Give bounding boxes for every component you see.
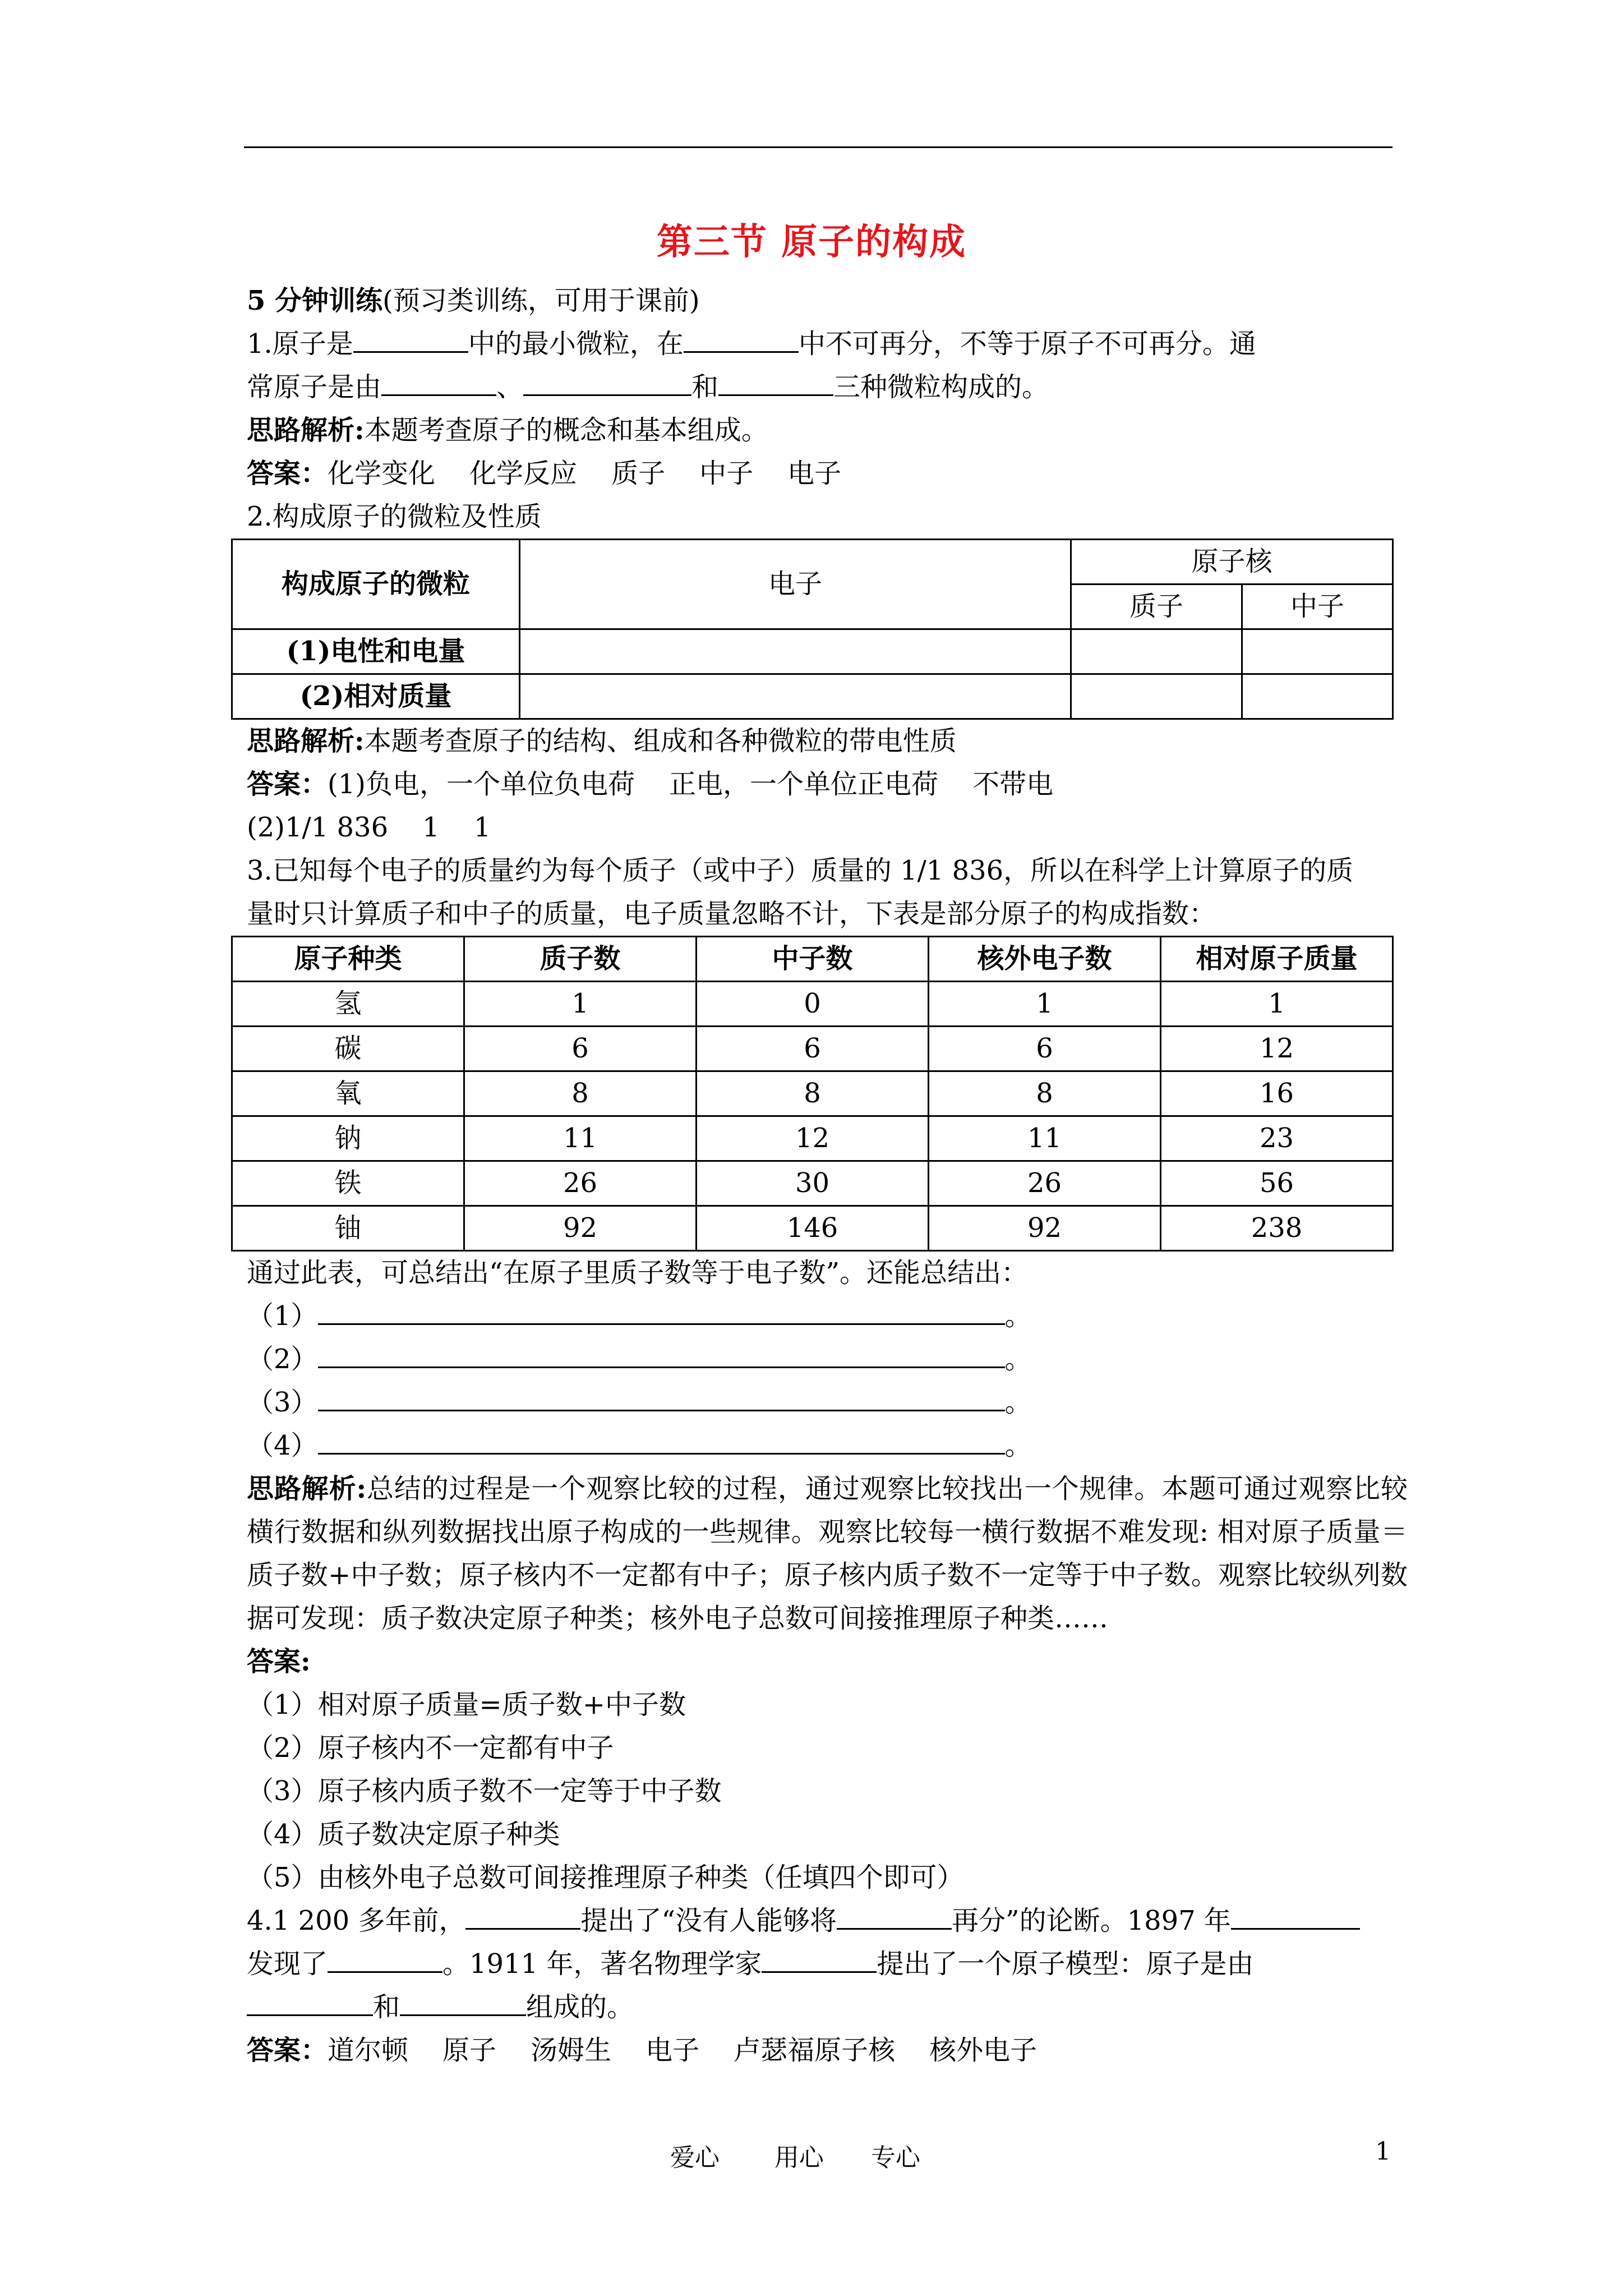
analysis-text: 本题考查原子的结构、组成和各种微粒的带电性质 (364, 725, 957, 757)
q1-text: 1.原子是 (247, 328, 353, 360)
q1-line1 (247, 323, 1408, 366)
answer-label: 答案： (247, 458, 328, 489)
answer-item: （3）原子核内质子数不一定等于中子数 (247, 1775, 722, 1807)
blank-number: （2） (247, 1343, 318, 1375)
table-cell: 8 (697, 1071, 929, 1116)
table-header: 中子 (1242, 585, 1393, 629)
atom-composition-table (231, 936, 1394, 1251)
analysis-label: 思路解析: (247, 1473, 367, 1504)
table-cell: 1 (1161, 982, 1393, 1027)
summary-blank-line (247, 1295, 1408, 1338)
table-cell: 26 (929, 1161, 1161, 1206)
particle-table (231, 539, 1394, 720)
q1-answer (247, 452, 1408, 495)
answer-item: （1）相对原子质量=质子数+中子数 (247, 1689, 686, 1720)
q4-text: 。1911 年，著名物理学家 (442, 1948, 762, 1980)
q4-text: 再分”的论断。1897 年 (952, 1905, 1231, 1936)
footer-motto: 爱心 用心 专心 (670, 2143, 920, 2172)
q4-text: 发现了 (247, 1948, 328, 1980)
table-header: 电子 (520, 540, 1071, 629)
q4-text: 提出了一个原子模型：原子是由 (877, 1948, 1254, 1980)
q3-question: 量时只计算质子和中子的质量，电子质量忽略不计，下表是部分原子的构成指数： (247, 898, 1216, 930)
fill-blank[interactable] (318, 1426, 1005, 1455)
answer-label: 答案： (247, 2035, 328, 2066)
q4-line1 (247, 1899, 1408, 1943)
answer-text: 化学变化 化学反应 质子 中子 电子 (328, 458, 842, 489)
q3-question: 3.已知每个电子的质量约为每个质子（或中子）质量的 1/1 836，所以在科学上计算原子的质 (247, 855, 1354, 886)
table-row (232, 982, 1393, 1027)
table-cell: 氧 (232, 1071, 464, 1116)
q4-answer (247, 2029, 1408, 2072)
table-cell: 23 (1161, 1116, 1393, 1161)
table-cell: 92 (464, 1206, 697, 1251)
table-row (232, 1027, 1393, 1071)
q2-question: 2.构成原子的微粒及性质 (247, 501, 542, 532)
answer-item: （4）质子数决定原子种类 (247, 1819, 560, 1850)
table-cell: 8 (464, 1071, 697, 1116)
q4-text: 和 (373, 1991, 400, 2023)
table-cell[interactable] (520, 629, 1071, 674)
fill-blank[interactable] (1231, 1901, 1360, 1930)
blank-end: 。 (1004, 1343, 1032, 1375)
q3-analysis (247, 1467, 1408, 1640)
table-cell: 0 (697, 982, 929, 1027)
section-label: 5 分钟训练 (247, 285, 383, 316)
blank-number: （4） (247, 1430, 318, 1461)
analysis-label: 思路解析: (247, 415, 365, 446)
fill-blank[interactable] (318, 1383, 1005, 1411)
table-cell: 238 (1161, 1206, 1393, 1251)
blank-end: 。 (1004, 1430, 1032, 1461)
section-heading (247, 279, 1408, 323)
q2-answer-2: (2)1/1 836 1 1 (247, 812, 491, 843)
summary-blank-line (247, 1424, 1408, 1467)
table-cell: 92 (929, 1206, 1161, 1251)
q3-answer-label: 答案: (247, 1646, 311, 1677)
answer-label: 答案： (247, 769, 328, 800)
table-cell: 146 (697, 1206, 929, 1251)
blank-number: （1） (247, 1300, 318, 1332)
table-cell[interactable] (1071, 674, 1242, 719)
section-note: (预习类训练，可用于课前) (382, 285, 700, 316)
fill-blank[interactable] (837, 1901, 952, 1930)
table-row (232, 1116, 1393, 1161)
table-cell: 56 (1161, 1161, 1393, 1206)
fill-blank[interactable] (353, 324, 468, 353)
q4-text: 组成的。 (526, 1991, 634, 2023)
table-header: 核外电子数 (929, 937, 1161, 982)
fill-blank[interactable] (247, 1987, 373, 2016)
table-header: 相对原子质量 (1161, 937, 1393, 982)
answer-item: （2）原子核内不一定都有中子 (247, 1732, 614, 1764)
fill-blank[interactable] (523, 367, 691, 396)
table-cell: 6 (464, 1027, 697, 1071)
table-header: 质子 (1071, 585, 1242, 629)
fill-blank[interactable] (328, 1944, 442, 1973)
table-header: 原子核 (1071, 540, 1393, 585)
table-cell[interactable] (1242, 629, 1393, 674)
table-cell: 30 (697, 1161, 929, 1206)
fill-blank[interactable] (400, 1987, 526, 2016)
page-title: 第三节 原子的构成 (656, 221, 967, 263)
summary-blank-line (247, 1381, 1408, 1424)
table-row (232, 1161, 1393, 1206)
q1-text: 中的最小微粒，在 (468, 328, 684, 360)
table-cell: 26 (464, 1161, 697, 1206)
answer-text: 道尔顿 原子 汤姆生 电子 卢瑟福原子核 核外电子 (328, 2035, 1038, 2066)
table-header: 中子数 (697, 937, 929, 982)
blank-end: 。 (1004, 1387, 1032, 1418)
table-cell[interactable] (1242, 674, 1393, 719)
table-cell: 6 (929, 1027, 1161, 1071)
header-rule (244, 146, 1393, 148)
fill-blank[interactable] (465, 1901, 580, 1930)
q4-line3 (247, 1986, 1408, 2029)
analysis-text: 总结的过程是一个观察比较的过程，通过观察比较找出一个规律。本题可通过观察比较横行数据和纵列数据找出原子构成的一些规律。观察比较每一横行数据不难发现: 相对原子质量＝质子数+中子数；原子核内不一定都有中子；原子核内质子数不一定等于中子数。观察比较纵列数据可发现：质子数决定原子种类；核外电子总数可间接推理原子种类…… (247, 1473, 1408, 1634)
table-cell: 16 (1161, 1071, 1393, 1116)
table-row-label: (2)相对质量 (232, 674, 520, 719)
table-cell: 1 (464, 982, 697, 1027)
blank-number: （3） (247, 1387, 318, 1418)
analysis-label: 思路解析: (247, 725, 365, 757)
fill-blank[interactable] (684, 324, 799, 353)
q1-text: 中不可再分，不等于原子不可再分。通 (798, 328, 1256, 360)
table-cell: 11 (929, 1116, 1161, 1161)
fill-blank[interactable] (718, 367, 833, 396)
table-header: 质子数 (464, 937, 697, 982)
q2-answer (247, 763, 1408, 806)
q4-text: 4.1 200 多年前， (247, 1905, 466, 1936)
summary-blank-line (247, 1338, 1408, 1381)
fill-blank[interactable] (318, 1340, 1005, 1368)
q4-line2 (247, 1943, 1408, 1986)
analysis-text: 本题考查原子的概念和基本组成。 (364, 415, 768, 446)
table-cell: 1 (929, 982, 1161, 1027)
table-cell: 12 (1161, 1027, 1393, 1071)
q1-text: 、 (496, 371, 524, 403)
q1-text: 三种微粒构成的。 (833, 371, 1049, 403)
fill-blank[interactable] (762, 1944, 877, 1973)
q2-analysis (247, 720, 1408, 763)
fill-blank[interactable] (318, 1296, 1005, 1325)
table-cell: 6 (697, 1027, 929, 1071)
table-cell: 碳 (232, 1027, 464, 1071)
table-row (232, 1206, 1393, 1251)
table-cell: 12 (697, 1116, 929, 1161)
q1-analysis (247, 409, 1408, 452)
q1-line2 (247, 366, 1408, 409)
table-cell: 8 (929, 1071, 1161, 1116)
table-cell[interactable] (520, 674, 1071, 719)
q1-text: 常原子是由 (247, 371, 382, 403)
q3-summary: 通过此表，可总结出“在原子里质子数等于电子数”。还能总结出： (247, 1257, 1029, 1289)
table-cell: 钠 (232, 1116, 464, 1161)
q4-text: 提出了“没有人能够将 (580, 1905, 837, 1936)
answer-item: （5）由核外电子总数可间接推理原子种类（任填四个即可） (247, 1862, 964, 1893)
blank-end: 。 (1004, 1300, 1032, 1332)
table-row-label: (1)电性和电量 (232, 629, 520, 674)
table-row (232, 1071, 1393, 1116)
table-cell: 11 (464, 1116, 697, 1161)
fill-blank[interactable] (381, 367, 496, 396)
table-cell: 铀 (232, 1206, 464, 1251)
document-body (247, 279, 1408, 2072)
table-header: 构成原子的微粒 (232, 540, 520, 629)
table-cell: 氢 (232, 982, 464, 1027)
table-header: 原子种类 (232, 937, 464, 982)
table-cell: 铁 (232, 1161, 464, 1206)
table-cell[interactable] (1071, 629, 1242, 674)
q1-text: 和 (691, 371, 719, 403)
page-number: 1 (1375, 2137, 1391, 2166)
answer-text: (1)负电，一个单位负电荷 正电，一个单位正电荷 不带电 (328, 769, 1054, 800)
